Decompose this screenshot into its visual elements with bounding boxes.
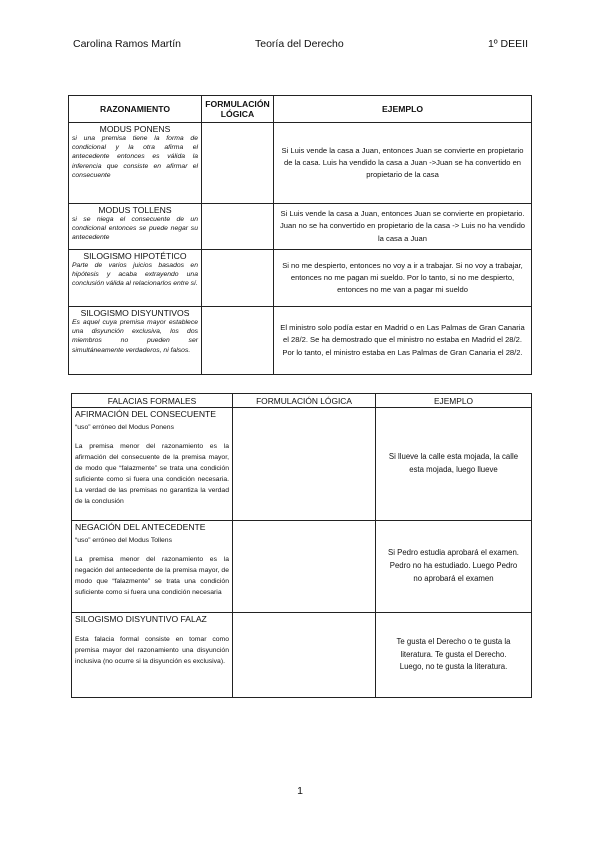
column-header-fallacies: FALACIAS FORMALES — [72, 394, 233, 408]
table-row — [69, 307, 532, 375]
reasoning-title: MODUS TOLLENS — [98, 205, 172, 215]
table-row — [69, 250, 532, 307]
page-number: 1 — [297, 785, 303, 797]
table-header-row — [69, 96, 532, 123]
fallacy-subtitle: “uso” erróneo del Modus Ponens — [75, 424, 174, 431]
reasoning-description: Parte de varios juicios basados en hipótesis y acaba extrayendo una conclusión válida al relacionarlos entre sí. — [72, 262, 198, 288]
example-cell: Si llueve la calle esta mojada, la calle esta mojada, luego llueve — [376, 408, 532, 521]
table-row — [69, 204, 532, 250]
fallacy-title: AFIRMACIÓN DEL CONSECUENTE — [75, 409, 217, 419]
reasoning-description: Es aquel cuya premisa mayor establece una disyunción exclusiva, los dos miembros no pueden ser simultáneamente verdaderos, ni falsos. — [72, 319, 198, 354]
fallacy-description: La premisa menor del razonamiento es la negación del antecedente de la premisa mayor, de modo que “falazmente” se trata una condición suficiente como si fuera una condición necesaria — [75, 556, 229, 596]
table-row — [72, 521, 532, 613]
example-cell: Si no me despierto, entonces no voy a ir a trabajar. Si no voy a trabajar, entonces no me pagan mi sueldo. Por lo tanto, si no me despierto, entonces no me van a pagar mi sueldo — [274, 250, 532, 307]
example-cell: Si Luis vende la casa a Juan, entonces Juan se convierte en propietario. Juan no se ha convertido en propietario de la casa -> Luis no ha vendido la casa a Juan — [274, 204, 532, 250]
fallacy-cell — [72, 613, 233, 698]
formulation-cell — [233, 613, 376, 698]
column-header-reasoning: RAZONAMIENTO — [69, 96, 202, 123]
fallacy-description: La premisa menor del razonamiento es la afirmación del consecuente de la premisa mayor, de modo que “falazmente” se trata una condición suficiente como si fuera una condición necesaria. La verdad de las premisas no garantiza la verdad de la conclusión — [75, 443, 229, 505]
example-cell: Te gusta el Derecho o te gusta la literatura. Te gusta el Derecho. Luego, no te gusta la literatura. — [376, 613, 532, 698]
fallacy-cell — [72, 521, 233, 613]
reasoning-cell — [69, 250, 202, 307]
fallacy-description: Esta falacia formal consiste en tomar como premisa mayor del razonamiento una disyunción inclusiva (no ocurre si la disyunción es exclusiva). — [75, 636, 229, 665]
reasoning-description: si se niega el consecuente de un condicional entonces se puede negar su antecedente — [72, 216, 198, 242]
example-cell: El ministro solo podía estar en Madrid o en Las Palmas de Gran Canaria el 28/2. Se ha demostrado que el ministro no estaba en Madrid el 28/2. Por lo tanto, el ministro estaba en Las Palmas de Gran Canaria el 28/2. — [274, 307, 532, 375]
fallacy-subtitle: “uso” erróneo del Modus Tollens — [75, 537, 172, 544]
reasoning-cell — [69, 307, 202, 375]
reasoning-description: si una premisa tiene la forma de condicional y la otra afirma el antecedente entonces es válida la inferencia que consiste en afirmar el consecuente — [72, 135, 198, 179]
example-cell: Si Pedro estudia aprobará el examen. Pedro no ha estudiado. Luego Pedro no aprobará el examen — [376, 521, 532, 613]
reasoning-cell — [69, 123, 202, 204]
formulation-cell — [202, 250, 274, 307]
fallacy-title: SILOGISMO DISYUNTIVO FALAZ — [75, 614, 207, 624]
reasoning-title: MODUS PONENS — [99, 124, 171, 134]
reasoning-table — [68, 95, 532, 375]
formulation-cell — [233, 408, 376, 521]
column-header-formulation: FORMULACIÓN LÓGICA — [202, 96, 274, 123]
formulation-cell — [202, 307, 274, 375]
table-header-row — [72, 394, 532, 408]
fallacies-table — [71, 393, 532, 698]
fallacy-cell — [72, 408, 233, 521]
column-header-formulation: FORMULACIÓN LÓGICA — [233, 394, 376, 408]
fallacy-title: NEGACIÓN DEL ANTECEDENTE — [75, 522, 206, 532]
course-name: 1º DEEII — [487, 38, 528, 50]
formulation-cell — [233, 521, 376, 613]
subject-name: Teoría del Derecho — [255, 38, 344, 50]
formulation-cell — [202, 204, 274, 250]
reasoning-title: SILOGISMO DISYUNTIVOS — [80, 308, 190, 318]
table-row — [69, 123, 532, 204]
page-header — [73, 38, 528, 52]
column-header-example: EJEMPLO — [376, 394, 532, 408]
table-row — [72, 408, 532, 521]
table-row — [72, 613, 532, 698]
column-header-example: EJEMPLO — [274, 96, 532, 123]
reasoning-cell — [69, 204, 202, 250]
formulation-cell — [202, 123, 274, 204]
reasoning-title: SILOGISMO HIPOTÉTICO — [83, 251, 187, 261]
author-name: Carolina Ramos Martín — [73, 38, 181, 50]
example-cell: Si Luis vende la casa a Juan, entonces Juan se convierte en propietario de la casa. Luis ha vendido la casa a Juan ->Juan se ha convertido en propietario de la casa — [274, 123, 532, 204]
